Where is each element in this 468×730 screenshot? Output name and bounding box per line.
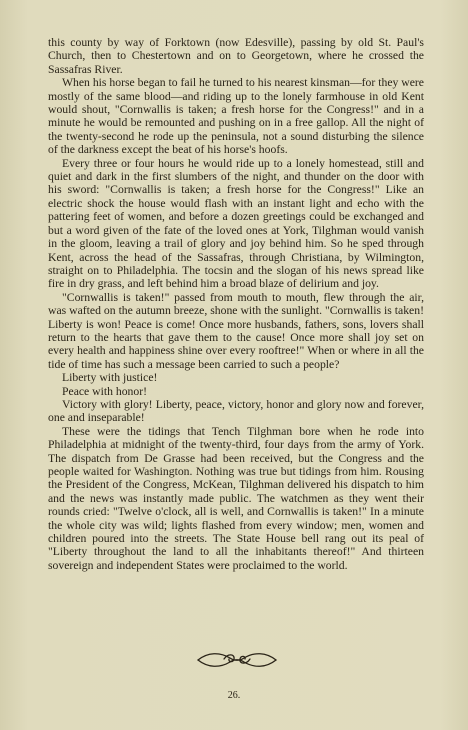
paragraph: When his horse began to fail he turned to his nearest kinsman—for they were mostly of the same blood—and riding up to the lonely farmhouse in old Kent would shout, "Cornwallis is taken; a fresh horse for the Congress!" and in a minute he would be remounted and pushing on in a free gallop. All the night of the twenty-second he rode up the peninsula, not a sound disturbing the silence of the darkness except the beat of his horse's hoofs. [48,76,424,157]
paragraph: These were the tidings that Tench Tilghman bore when he rode into Philadelphia at midnight of the twenty-third, four days from the army of York. The dispatch from De Grasse had been received, but the Congress and the people waited for Washington. Nothing was true but tidings from him. Rousing the President of the Congress, McKean, Tilghman delivered his dispatch to him and the news was instantly made public. The watchmen as they went their rounds cried: "Twelve o'clock, all is well, and Cornwallis is taken!" In a minute the whole city was wild; lights flashed from every window; men, women and children poured into the streets. The State House bell rang out its peal of "Liberty throughout the land to all the inhabitants thereof!" And thirteen sovereign and independent States were proclaimed to the world. [48,424,424,572]
paragraph: Liberty with justice! [62,371,158,385]
paragraph: Every three or four hours he would ride up to a lonely homestead, still and quiet and dark in the first slumbers of the night, and thunder on the door with his sword: "Cornwallis is taken; a fresh horse for the Congress!" Like an electric shock the house would flash with an instant light and echo with the pattering feet of women, and before a dozen greetings could be exchanged and but a word given of the fate of the loved ones at York, Tilghman would vanish in the gloom, leaving a trail of glory and joy behind him. So he sped through Kent, across the head of the Sassafras, through Christiana, by Wilmington, straight on to Philadelphia. The tocsin and the slogan of his news spread like fire in dry grass, and left behind him a broad blaze of delirium and joy. [48,156,424,291]
flourish-ornament-icon [194,646,280,672]
paragraph: this county by way of Forktown (now Edesville), passing by old St. Paul's Church, then to Chestertown and on to Georgetown, where he crossed the Sassafras River. [48,36,424,76]
paragraph: Peace with honor! [62,384,148,398]
page-number: 26. [227,690,241,701]
body-text [48,36,424,572]
paragraph: "Cornwallis is taken!" passed from mouth to mouth, flew through the air, was wafted on the autumn breeze, shone with the sunlight. "Cornwallis is taken! Liberty is won! Peace is come! Once more husbands, fathers, sons, lovers shall return to the hearts that gave them to the cause! Once more shall joy set on every health and happiness shine over every rooftree!" When or where in all the tide of time has such a message been carried to such a people? [48,290,424,371]
paragraph: Victory with glory! Liberty, peace, victory, honor and glory now and forever, one and inseparable! [48,397,424,425]
